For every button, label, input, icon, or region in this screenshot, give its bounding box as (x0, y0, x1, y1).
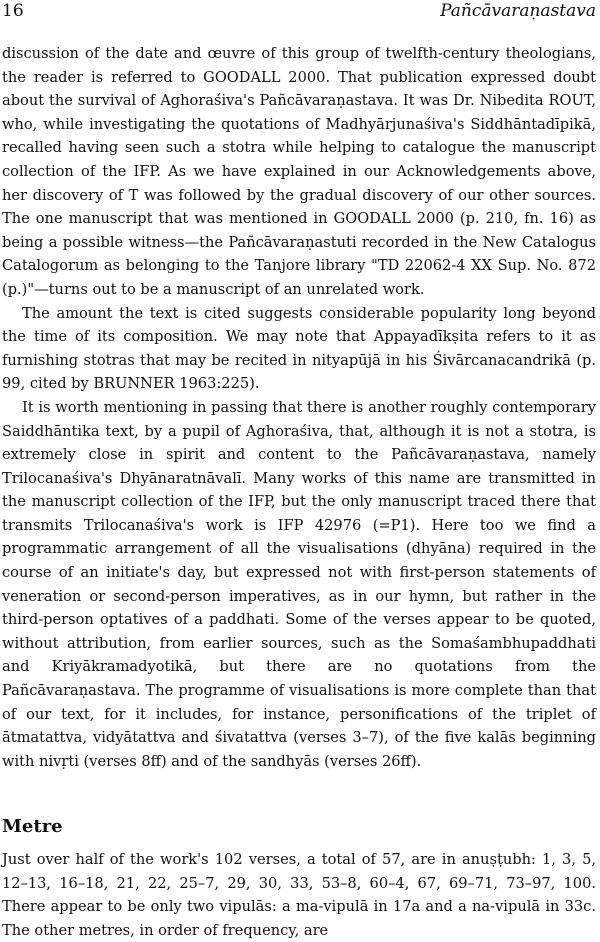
running-title: Pañcāvaraṇastava (440, 1, 596, 21)
section-heading-metre: Metre (2, 816, 63, 837)
body-text (2, 42, 596, 773)
paragraph-dhyanaratnavali: It is worth mentioning in passing that there is another roughly contemporary Saiddhāntika text, by a pupil of Aghoraśiva, that, although it is not a stotra, is extremely close in spirit and content to the Pañcāvaraṇastava, namely Trilocanaśiva's Dhyānaratnāvalī. Many works of this name are transmitted in the manuscript collection of the IFP, but the only manuscript traced there that transmits Trilocanaśiva's work is IFP 42976 (=P1). Here too we find a programmatic arrangement of all the visualisations (dhyāna) required in the course of an initiate's day, but expressed not with first-person statements of veneration or second-person imperatives, as in our hymn, but rather in the third-person optatives of a paddhati. Some of the verses appear to be quoted, without attribution, from earlier sources, such as the Somaśambhupaddhati and Kriyākramadyotikā, but there are no quotations from the Pañcāvaraṇastava. The programme of visualisations is more complete than that of our text, for it includes, for instance, personifications of the triplet of ātmatattva, vidyātattva and śivatattva (verses 3–7), of the five kalās beginning with nivṛti (verses 8ff) and of the sandhyās (verses 26ff). (2, 398, 596, 770)
page-number: 16 (2, 1, 24, 21)
paragraph-citation-popularity: The amount the text is cited suggests considerable popularity long beyond the time of its composition. We may note that Appayadīkṣita refers to it as furnishing stotras that may be recited in nityapūjā in his Śivārcanacandrikā (p. 99, cited by BRUNNER 1963:225). (2, 304, 596, 393)
running-header (2, 0, 596, 24)
paragraph-sources: discussion of the date and œuvre of this group of twelfth-century theologians, the reader is referred to GOODALL 2000. That publication expressed doubt about the survival of Aghoraśiva's Pañcāvaraṇastava. It was Dr. Nibedita ROUT, who, while investigating the quotations of Madhyārjunaśiva's Siddhāntadīpikā, recalled having seen such a stotra while helping to catalogue the manuscript collection of the IFP. As we have explained in our Acknowledgements above, her discovery of T was followed by the gradual discovery of our other sources. The one manuscript that was mentioned in GOODALL 2000 (p. 210, fn. 16) as being a possible witness—the Pañcāvaraṇastuti recorded in the New Catalogus Catalogorum as belonging to the Tanjore library "TD 22062-4 XX Sup. No. 872 (p.)"—turns out to be a manuscript of an unrelated work. (2, 45, 596, 298)
paragraph-metre: Just over half of the work's 102 verses, a total of 57, are in anuṣṭubh: 1, 3, 5, 12–13, 16–18, 21, 22, 25–7, 29, 30, 33, 53–8, 60–4, 67, 69–71, 73–97, 100. There appear to be only two vipulās: a ma-vipulā in 17a and a na-vipulā in 33c. The other metres, in order of frequency, are (2, 851, 596, 939)
